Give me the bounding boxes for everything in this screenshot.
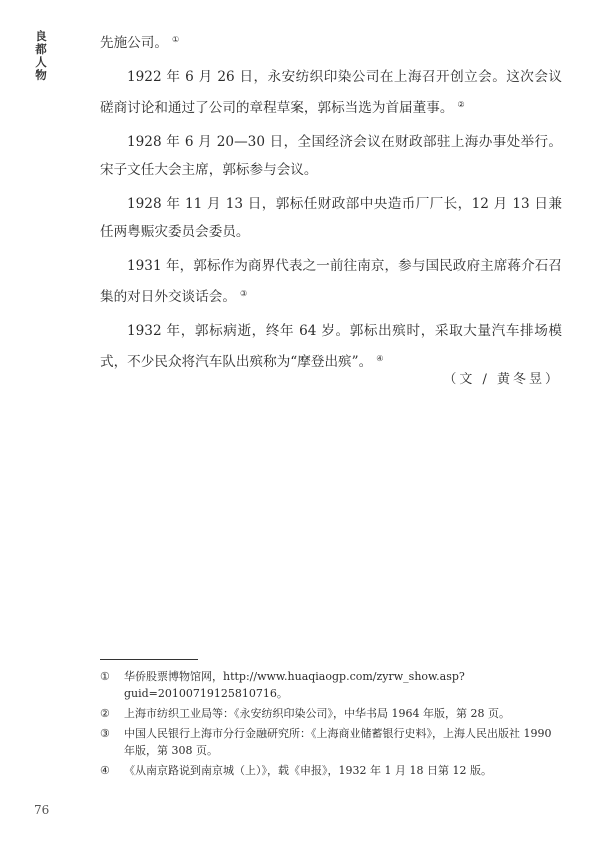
paragraph [100, 128, 562, 184]
footnote-ref: ② [457, 100, 465, 109]
footnote-text: 《从南京路说到南京城（上）》，载《申报》，1932 年 1 月 18 日第 12 版。 [124, 764, 492, 777]
author-attribution: （文 / 黄冬昱） [443, 372, 561, 387]
footnote-mark: ④ [100, 764, 110, 777]
footnote-text: 华侨股票博物馆网，http://www.huaqiaogp.com/zyrw_show.asp?guid=20100719125810716。 [124, 670, 465, 700]
body-text [100, 26, 562, 382]
footnote-ref: ① [171, 35, 180, 44]
paragraph-text: 先施公司。 [100, 35, 168, 51]
paragraph-text: 1932 年，郭标病逝，终年 64 岁。郭标出殡时，采取大量汽车排场模式，不少民众将汽车队出殡称为“摩登出殡”。 [100, 323, 562, 370]
paragraph-text: 1922 年 6 月 26 日，永安纺织印染公司在上海召开创立会。这次会议磋商讨论和通过了公司的章程草案，郭标当选为首届董事。 [100, 69, 562, 116]
footnote [100, 668, 562, 702]
footnote-ref: ④ [376, 354, 384, 363]
footnote-mark: ③ [100, 727, 110, 740]
page-number: 76 [34, 803, 50, 817]
footnote [100, 705, 562, 722]
paragraph [100, 26, 562, 57]
footnote-text: 上海市纺织工业局等：《永安纺织印染公司》，中华书局 1964 年版，第 28 页。 [124, 707, 510, 720]
footnote-text: 中国人民银行上海市分行金融研究所：《上海商业储蓄银行史料》，上海人民出版社 1990 年版，第 308 页。 [124, 727, 552, 757]
footnotes [100, 668, 562, 782]
paragraph-text: 1928 年 6 月 20—30 日，全国经济会议在财政部驻上海办事处举行。宋子文任大会主席，郭标参与会议。 [100, 134, 562, 178]
footnote [100, 762, 562, 779]
footnote-divider [100, 659, 198, 660]
paragraph-text: 1928 年 11 月 13 日，郭标任财政部中央造币厂厂长，12 月 13 日兼任两粤赈灾委员会委员。 [100, 196, 562, 240]
paragraph [100, 190, 562, 246]
paragraph [100, 252, 562, 311]
section-side-label: 良 都 人 物 [35, 29, 47, 82]
paragraph-text: 1931 年，郭标作为商界代表之一前往南京，参与国民政府主席蒋介石召集的对日外交谈话会。 [100, 258, 562, 305]
footnote-mark: ① [100, 670, 110, 683]
footnote [100, 725, 562, 759]
footnote-mark: ② [100, 707, 110, 720]
paragraph [100, 63, 562, 122]
footnote-ref: ③ [239, 289, 248, 298]
